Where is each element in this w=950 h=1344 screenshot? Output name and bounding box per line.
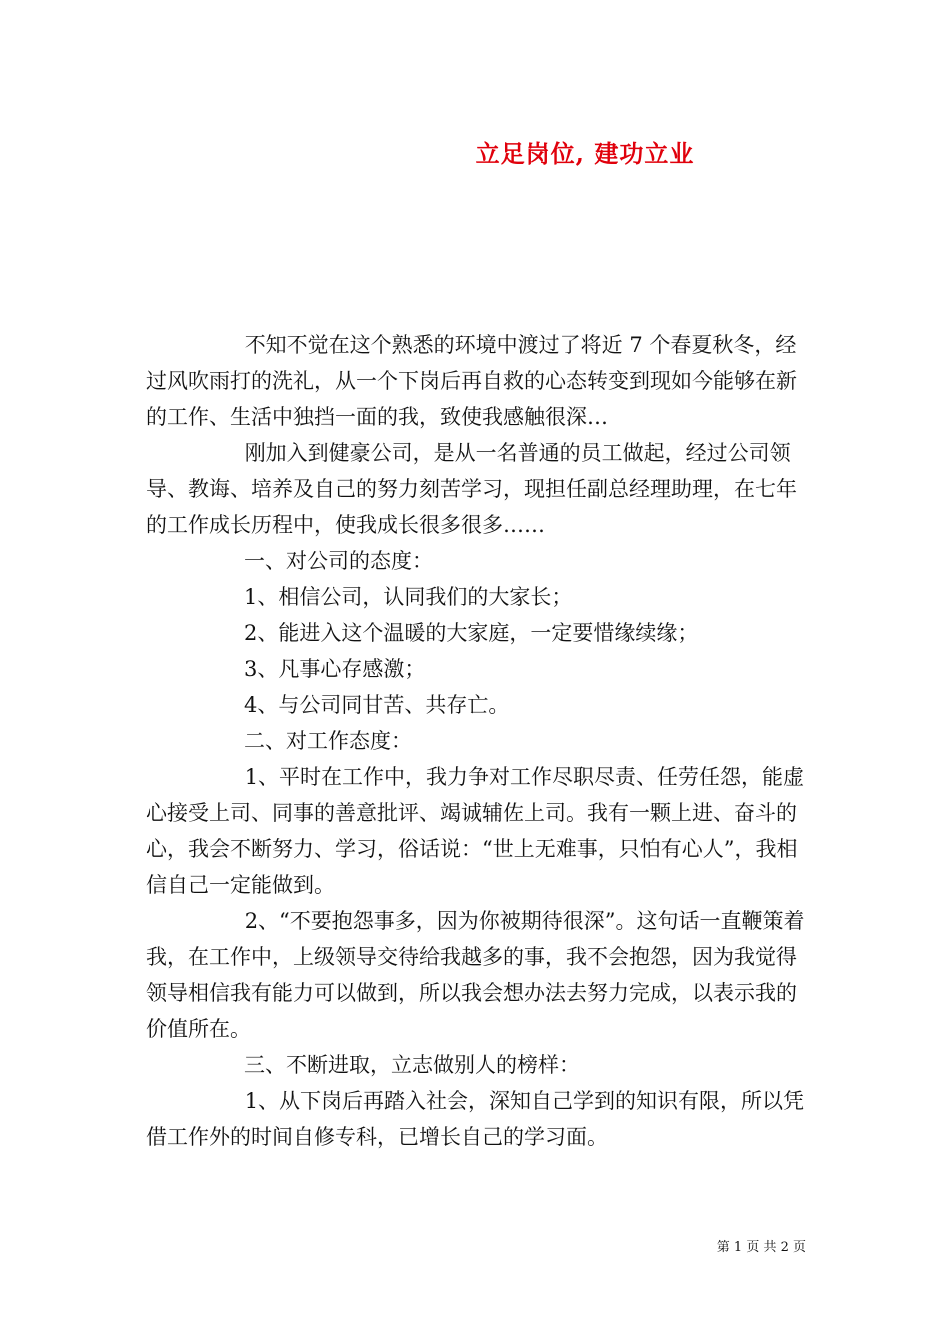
list-item: 3、凡事心存感激； — [244, 657, 426, 681]
list-item: 2、能进入这个温暖的大家庭，一定要惜缘续缘； — [244, 621, 699, 645]
document-body — [146, 327, 810, 1155]
section-heading-company-attitude: 一、对公司的态度： — [244, 549, 433, 573]
paragraph-work-1: 1、平时在工作中，我力争对工作尽职尽责、任劳任怨，能虚心接受上司、同事的善意批评、竭诚辅佐上司。我有一颗上进、奋斗的心，我会不断努力、学习，俗话说：“世上无难事，只怕有心人”，我相信自己一定能做到。 — [146, 765, 805, 897]
document-title: 立足岗位, 建功立业 — [475, 139, 695, 168]
list-item: 4、与公司同甘苦、共存亡。 — [244, 693, 510, 717]
list-item: 1、相信公司，认同我们的大家长； — [244, 585, 573, 609]
page-number: 第 1 页 共 2 页 — [716, 1240, 806, 1255]
paragraph-work-2: 2、“不要抱怨事多，因为你被期待很深”。这句话一直鞭策着我，在工作中，上级领导交待给我越多的事，我不会抱怨，因为我觉得领导相信我有能力可以做到，所以我会想办法去努力完成，以表示我的价值所在。 — [146, 909, 805, 1041]
paragraph-intro: 不知不觉在这个熟悉的环境中渡过了将近 7 个春夏秋冬，经过风吹雨打的洗礼，从一个下岗后再自救的心态转变到现如今能够在新的工作、生活中独挡一面的我，致使我感触很深… — [146, 333, 797, 429]
section-heading-work-attitude: 二、对工作态度： — [244, 729, 412, 753]
section-heading-progress: 三、不断进取，立志做别人的榜样： — [244, 1053, 580, 1077]
paragraph-company: 刚加入到健豪公司，是从一名普通的员工做起，经过公司领导、教诲、培养及自己的努力刻苦学习，现担任副总经理助理，在七年的工作成长历程中，使我成长很多很多…… — [146, 441, 797, 537]
paragraph-progress-1: 1、从下岗后再踏入社会，深知自己学到的知识有限，所以凭借工作外的时间自修专科，已增长自己的学习面。 — [146, 1089, 805, 1149]
